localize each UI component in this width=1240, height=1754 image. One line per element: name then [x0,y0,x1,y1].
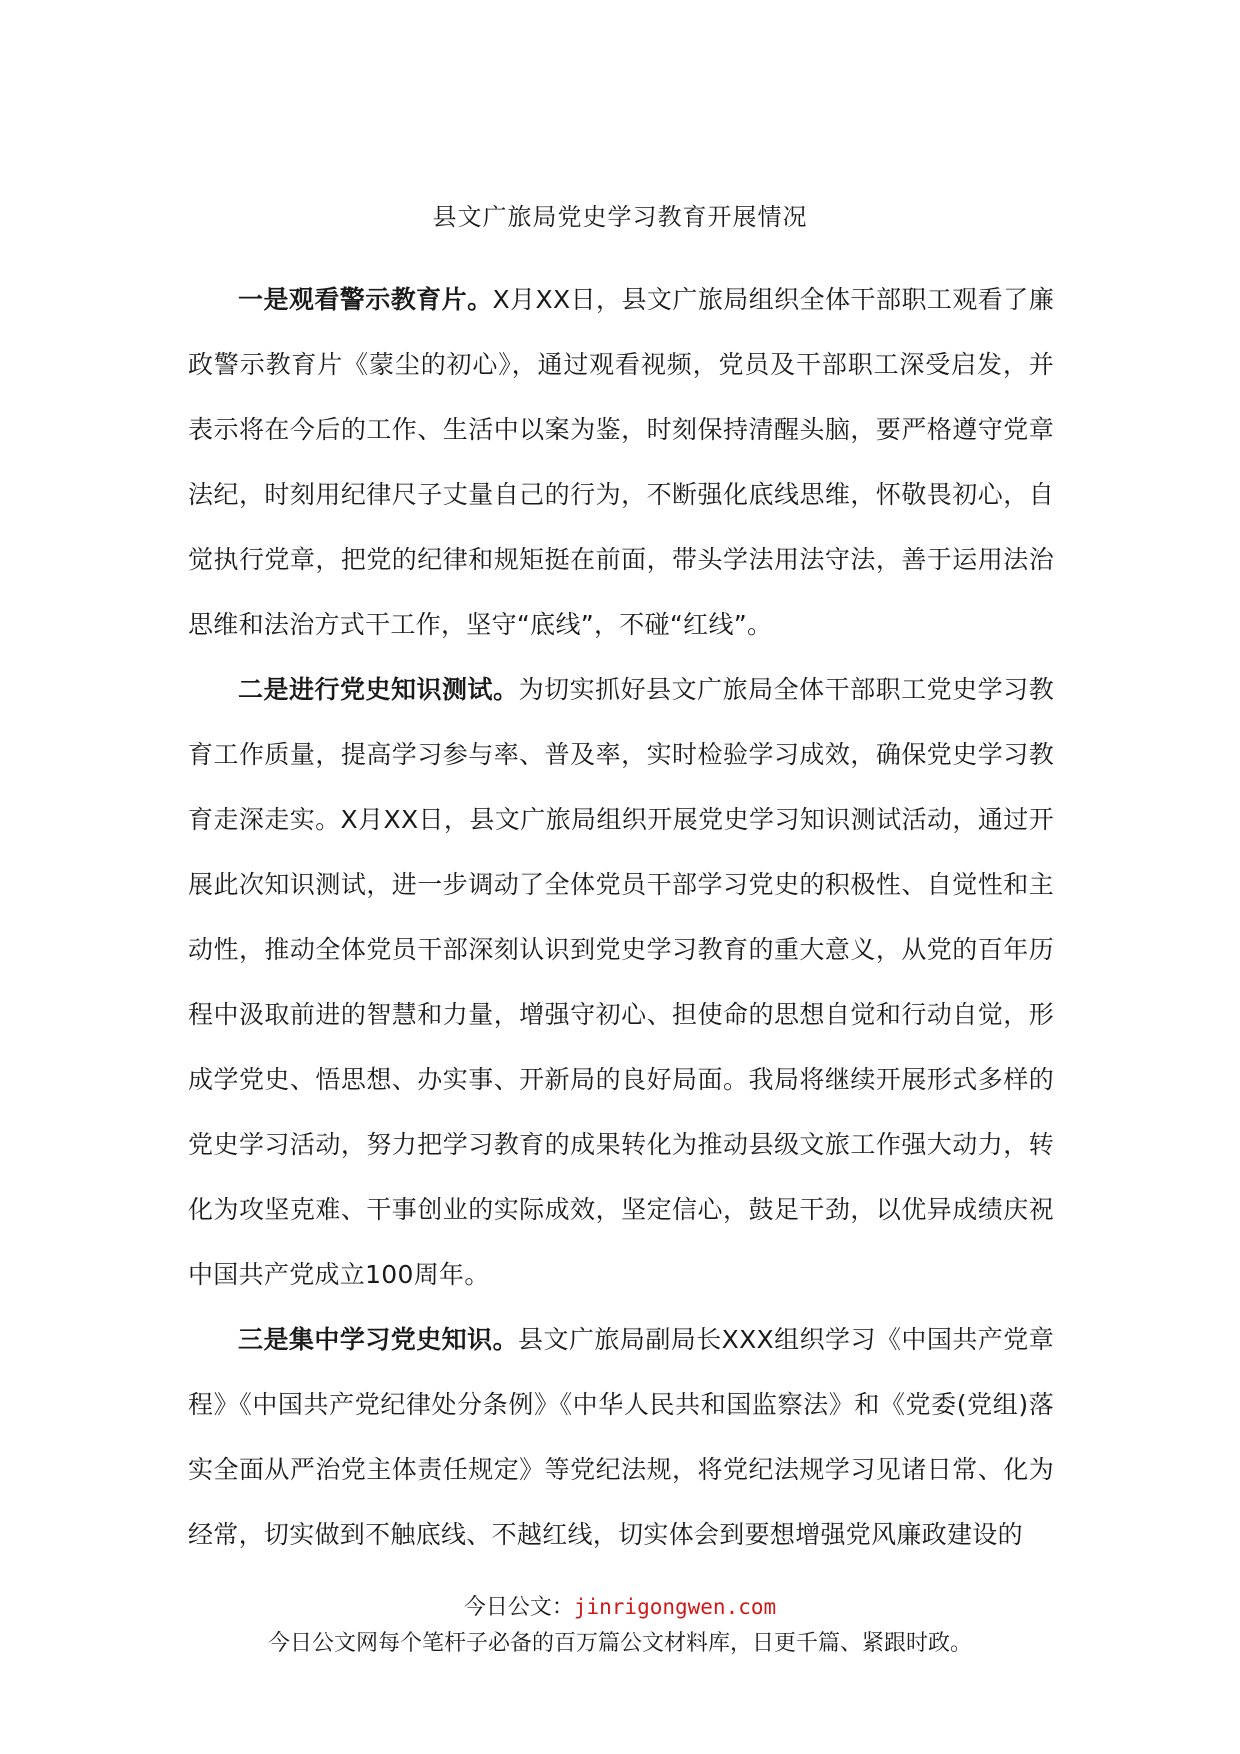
document-title: 县文广旅局党史学习教育开展情况 [432,203,808,231]
paragraph-1 [188,267,1054,657]
footer-slogan: 今日公文网每个笔杆子必备的百万篇公文材料库，日更千篇、紧跟时政。 [267,1631,972,1656]
paragraph-2 [188,657,1054,1307]
paragraph-3-body: 县文广旅局副局长XXX组织学习《中国共产党章程》《中国共产党纪律处分条例》《中华人民共和国监察法》和《党委(党组)落实全面从严治党主体责任规定》等党纪法规，将党纪法规学习见诸日常、化为经常，切实做到不触底线、不越红线，切实体会到要想增强党风廉政建设的 [188,1325,1054,1549]
paragraph-3-heading: 三是集中学习党史知识。 [238,1325,519,1354]
footer-site-line [0,1590,1240,1625]
footer-site-label: 今日公文： [463,1595,574,1620]
paragraph-3 [188,1307,1054,1567]
paragraph-1-body: X月XX日，县文广旅局组织全体干部职工观看了廉政警示教育片《蒙尘的初心》，通过观看视频，党员及干部职工深受启发，并表示将在今后的工作、生活中以案为鉴，时刻保持清醒头脑，要严格遵守党章法纪，时刻用纪律尺子丈量自己的行为，不断强化底线思维，怀敬畏初心，自觉执行党章，把党的纪律和规矩挺在前面，带头学法用法守法，善于运用法治思维和法治方式干工作，坚守“底线”，不碰“红线”。 [188,285,1054,639]
footer-site-link[interactable]: jinrigongwen.com [573,1595,777,1619]
paragraph-1-heading: 一是观看警示教育片。 [238,285,493,314]
paragraph-2-body: 为切实抓好县文广旅局全体干部职工党史学习教育工作质量，提高学习参与率、普及率，实时检验学习成效，确保党史学习教育走深走实。X月XX日，县文广旅局组织开展党史学习知识测试活动，通过开展此次知识测试，进一步调动了全体党员干部学习党史的积极性、自觉性和主动性，推动全体党员干部深刻认识到党史学习教育的重大意义，从党的百年历程中汲取前进的智慧和力量，增强守初心、担使命的思想自觉和行动自觉，形成学党史、悟思想、办实事、开新局的良好局面。我局将继续开展形式多样的党史学习活动，努力把学习教育的成果转化为推动县级文旅工作强大动力，转化为攻坚克难、干事创业的实际成效，坚定信心，鼓足干劲，以优异成绩庆祝中国共产党成立100周年。 [188,675,1054,1289]
paragraph-2-heading: 二是进行党史知识测试。 [238,675,519,704]
